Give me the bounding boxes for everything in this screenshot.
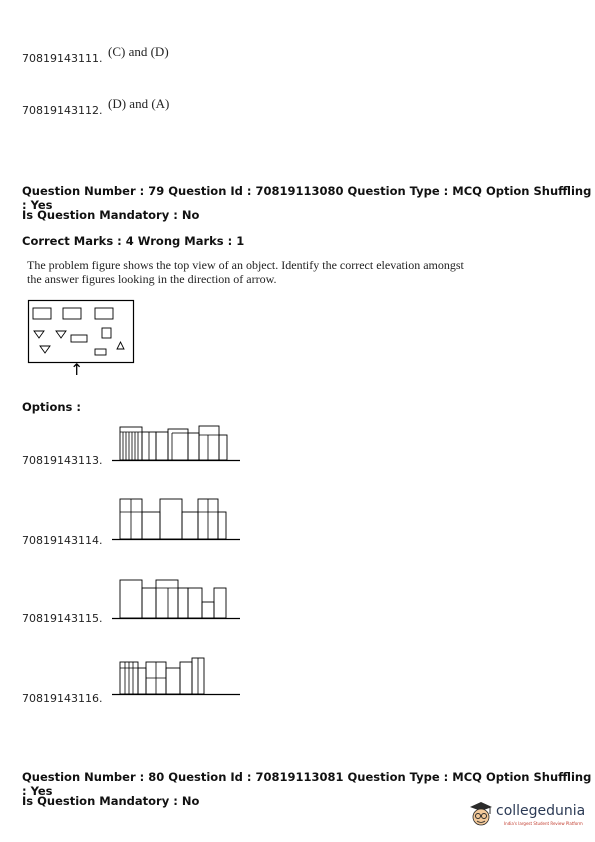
question-mandatory: Is Question Mandatory : No: [22, 794, 200, 808]
option-id[interactable]: 70819143114.: [22, 534, 103, 547]
options-label: Options :: [22, 400, 81, 414]
mascot-icon: [468, 799, 494, 829]
top-view-triangle: [56, 331, 66, 338]
question-text-line: the answer figures looking in the direction of arrow.: [27, 272, 277, 286]
option-id: 70819143112.: [22, 104, 103, 117]
view-direction-arrow: ↑: [70, 360, 84, 379]
question-header: Question Number : 80 Question Id : 70819113081 Question Type : MCQ Option Shuffling : Yes: [22, 770, 592, 798]
option-figure-2[interactable]: [112, 494, 242, 542]
question-mandatory: Is Question Mandatory : No: [22, 208, 200, 222]
top-view-rect: [95, 349, 106, 355]
option-text: (D) and (A): [108, 96, 170, 111]
option-figure-3[interactable]: [112, 574, 242, 620]
top-view-rect: [102, 328, 111, 338]
option-id: 70819143111.: [22, 52, 103, 65]
question-text-line: The problem figure shows the top view of an object. Identify the correct elevation amongst: [27, 258, 464, 272]
top-view-triangle: [34, 331, 44, 338]
option-id[interactable]: 70819143116.: [22, 692, 103, 705]
brand-logo: [468, 797, 592, 837]
option-figure-1[interactable]: [112, 422, 242, 462]
top-view-rect: [33, 308, 51, 319]
question-header: Question Number : 79 Question Id : 70819113080 Question Type : MCQ Option Shuffling : Yes: [22, 184, 592, 212]
brand-tagline: India's largest Student Review Platform: [504, 821, 583, 826]
top-view-triangle: [40, 346, 50, 353]
top-view-rect: [63, 308, 81, 319]
problem-figure: [28, 300, 134, 364]
top-view-rect: [95, 308, 113, 319]
option-id[interactable]: 70819143115.: [22, 612, 103, 625]
option-id[interactable]: 70819143113.: [22, 454, 103, 467]
top-view-rect: [71, 335, 87, 342]
option-figure-4[interactable]: [112, 654, 242, 696]
option-text: (C) and (D): [108, 44, 169, 59]
question-marks: Correct Marks : 4 Wrong Marks : 1: [22, 234, 245, 248]
top-view-triangle: [117, 342, 124, 349]
brand-name: collegedunia: [496, 803, 586, 819]
